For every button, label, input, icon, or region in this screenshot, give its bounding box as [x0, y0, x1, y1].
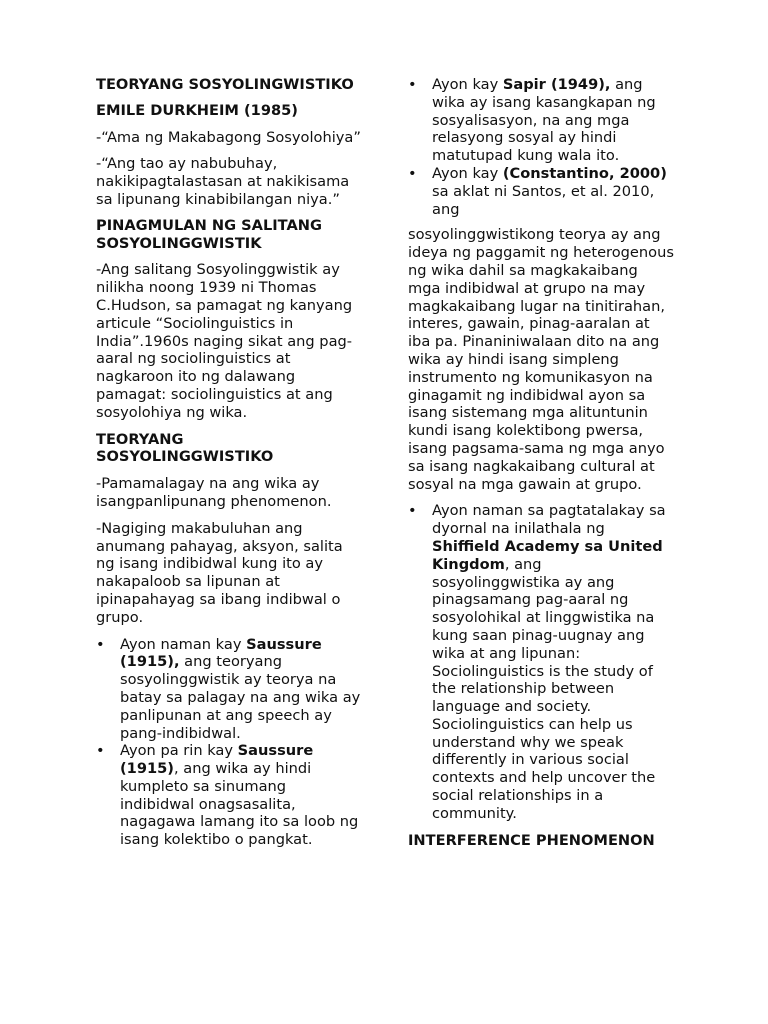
- paragraph-durkheim-quote: -“Ang tao ay nabubuhay, nakikipagtalastasan at nakikisama sa lipunang kinabibilangan niya.”: [96, 155, 350, 208]
- bullet-text-pre: Ayon naman kay: [120, 635, 247, 653]
- heading-interference-phenomenon: INTERFERENCE PHENOMENON: [408, 831, 655, 849]
- heading-emile-durkheim: EMILE DURKHEIM (1985): [96, 101, 298, 119]
- bullet-sapir: [408, 76, 674, 165]
- bullet-text-bold: Sapir (1949),: [502, 76, 611, 93]
- bullet-text-pre: Ayon naman sa pagtatalakay sa dyornal na inilathala ng: [432, 502, 666, 538]
- left-column: [96, 76, 364, 849]
- bullet-shiffield: [408, 502, 674, 822]
- bullet-text-post: , ang sosyolinggwistika ay ang pinagsamang pag-aaral ng sosyolohikal at linggwistika na kung saan pinag-uugnay ang wika at ang lipunan: Sociolinguistics is the study of the relationship between language and society. Sociolinguistics can help us understand why we speak differently in various social contexts and help uncover the social relationships in a community.: [432, 555, 656, 822]
- bullet-text-post: , ang wika ay hindi kumpleto sa sinumang indibidwal onagsasalita, nagagawa lamang ito sa loob ng isang kolektibo o pangkat.: [120, 760, 359, 849]
- heading-teoryang-sosyolinggwistiko: TEORYANG SOSYOLINGGWISTIKO: [96, 430, 274, 466]
- bullet-text-bold: Saussure (1915): [120, 742, 314, 778]
- bullet-text-bold: Saussure (1915),: [120, 635, 322, 671]
- bullet-saussure-1: [96, 636, 364, 743]
- bullet-saussure-2: [96, 742, 364, 849]
- paragraph-hudson: -Ang salitang Sosyolinggwistik ay nilikha noong 1939 ni Thomas C.Hudson, sa pamagat ng kanyang articule “Sociolinguistics in India”.1960s naging sikat ang pag-aaral ng sociolinguistics at nagkaroon ito ng dalawang pamagat: sociolinguistics at ang sosyolohiya ng wika.: [96, 261, 353, 421]
- bullet-text-bold: (Constantino, 2000): [502, 164, 667, 182]
- heading-pinagmulan: PINAGMULAN NG SALITANG SOSYOLINGGWISTIK: [96, 216, 322, 252]
- bullet-text-pre: Ayon kay: [432, 164, 503, 182]
- bullet-text-post: ang wika ay isang kasangkapan ng sosyalisasyon, na ang mga relasyong sosyal ay hindi matutupad kung wala ito.: [432, 76, 656, 165]
- bullet-constantino: [408, 165, 674, 218]
- bullet-text-post: ang teoryang sosyolinggwistik ay teorya na batay sa palagay na ang wika ay panlipunan at ang speech ay pang-indibidwal.: [120, 653, 361, 742]
- bullet-text-post: sa aklat ni Santos, et al. 2010, ang: [432, 182, 655, 218]
- paragraph-sosyolinggwistikong-teorya: sosyolinggwistikong teorya ay ang ideya ng paggamit ng heterogenous ng wika dahil sa magkakaibang mga indibidwal at grupo na may magkakaibang lugar na tinitirahan, interes, gawain, pinag-aaralan at iba pa. Pinaniniwalaan dito na ang wika ay hindi isang simpleng instrumento ng komunikasyon na ginagamit ng indibidwal ayon sa isang sistemang mga alituntunin kundi isang kolektibong pwersa, isang pagsama-sama ng mga anyo sa isang nagkakaibang cultural at sosyal na mga gawain at grupo.: [408, 226, 674, 493]
- bullet-text-bold: Shiffield Academy sa United Kingdom: [432, 537, 663, 573]
- paragraph-makabuluhan: -Nagiging makabuluhan ang anumang pahayag, aksyon, salita ng isang indibidwal kung ito ay nakapaloob sa lipunan at ipinapahayag sa ibang indibwal o grupo.: [96, 519, 343, 626]
- bullet-text-pre: Ayon kay: [432, 76, 503, 93]
- paragraph-ama: -“Ama ng Makabagong Sosyolohiya”: [96, 128, 361, 146]
- paragraph-phenomenon: -Pamamalagay na ang wika ay isangpanlipunang phenomenon.: [96, 475, 332, 510]
- right-column: [408, 76, 674, 857]
- heading-teoryang-sosyolingwistiko: TEORYANG SOSYOLINGWISTIKO: [96, 76, 354, 93]
- bullet-text-pre: Ayon pa rin kay: [120, 742, 238, 760]
